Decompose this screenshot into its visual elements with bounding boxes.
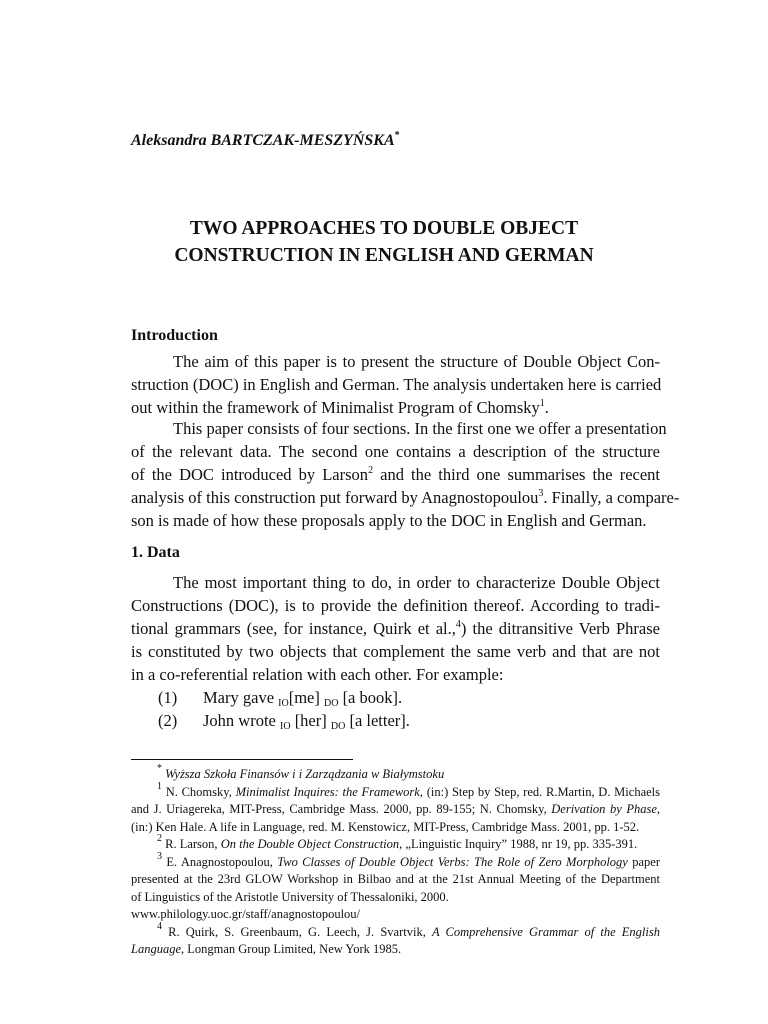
footnote-1-line-3: (in:) Ken Hale. A life in Language, red. M. Kenstowicz, MIT-Press, Cambridge Mass. 2001, pp. 1-52. [131, 819, 640, 834]
text-run: ) the ditransitive Verb Phrase [460, 619, 660, 638]
title-line-1: TWO APPROACHES TO DOUBLE OBJECT [189, 218, 579, 239]
footnote-text: R. Quirk, S. Greenbaum, G. Leech, J. Svartvik, [162, 924, 432, 939]
footnote-1 [131, 780, 661, 802]
section-heading-data: 1. Data [131, 544, 180, 561]
io-subscript: IO [280, 721, 291, 732]
io-subscript: IO [278, 698, 289, 709]
footnote-1-line-2 [131, 801, 660, 819]
section-heading-introduction: Introduction [131, 327, 218, 344]
example-2 [131, 709, 660, 732]
footnote-title: On the Double Object Construction [220, 837, 400, 851]
footnote-title: Derivation by Phase [551, 802, 657, 816]
footnote-ref-1: 1 [539, 398, 545, 409]
footnote-3-url: www.philology.uoc.gr/staff/anagnostopoulou/ [131, 907, 361, 921]
example-number: (2) [158, 711, 178, 730]
footnote-number: 1 [157, 780, 162, 792]
footnote-affiliation [131, 763, 660, 784]
text-line [131, 617, 660, 640]
text-line: in a co-referential relation with each other. For example: [131, 665, 504, 684]
text-line [131, 463, 660, 486]
footnote-3-line-2: presented at the 23rd GLOW Workshop in Bilbao and at the 21st Annual Meeting of the Department [131, 872, 660, 886]
text-line: son is made of how these proposals apply to the DOC in English and German. [131, 511, 647, 530]
footnote-separator [131, 759, 353, 760]
example-text: [a book]. [338, 688, 403, 707]
footnote-ref-3: 3 [538, 488, 544, 499]
example-1 [131, 686, 660, 709]
footnote-4 [131, 920, 660, 942]
text-line [131, 486, 680, 509]
footnote-2 [131, 833, 660, 854]
footnote-text: R. Larson, [162, 837, 221, 851]
footnote-text: , (in:) Step by Step, red. R.Martin, D. Michaels [419, 784, 661, 799]
footnote-3 [131, 850, 660, 872]
footnote-marker: * [157, 763, 162, 774]
intro-paragraph-2 [131, 417, 680, 532]
do-subscript: DO [323, 698, 339, 709]
title-line-2: CONSTRUCTION IN ENGLISH AND GERMAN [174, 245, 594, 266]
footnote-text: , Longman Group Limited, New York 1985. [181, 942, 402, 956]
author-footnote-marker: * [394, 130, 400, 141]
paper-title [90, 215, 678, 269]
do-subscript: DO [330, 721, 346, 732]
author-name-text: Aleksandra BARTCZAK-MESZYŃSKA [131, 132, 395, 149]
intro-paragraph-1 [131, 350, 660, 419]
footnote-text: Wyższa Szkoła Finansów i i Zarządzania w Białymstoku [165, 767, 445, 781]
example-number: (1) [158, 688, 178, 707]
footnote-number: 4 [157, 920, 162, 932]
footnote-3-line-3: of Linguistics of the Aristotle University of Thessaloniki, 2000. [131, 889, 449, 904]
footnotes [131, 763, 661, 959]
footnote-4-line-2 [131, 941, 660, 959]
footnote-text: , [656, 802, 660, 816]
example-text: [me] [288, 688, 324, 707]
footnote-title: Language [131, 942, 181, 956]
text-line: This paper consists of four sections. In the first one we offer a presentation [173, 419, 667, 438]
footnote-text: and J. Uriagereka, MIT-Press, Cambridge Mass. 2000, pp. 89-155; N. Chomsky, [131, 802, 552, 816]
text-line: Constructions (DOC), is to provide the definition thereof. According to tradi- [131, 596, 660, 615]
author-name [131, 132, 400, 150]
footnote-text: E. Anagnostopoulou, [162, 854, 278, 869]
footnote-text: N. Chomsky, [162, 784, 236, 799]
text-line: is constituted by two objects that complement the same verb and that are not [131, 642, 660, 661]
example-text: [her] [290, 711, 331, 730]
text-run: tional grammars (see, for instance, Quirk et al., [131, 619, 456, 638]
example-text: [a letter]. [345, 711, 410, 730]
text-run: of the DOC introduced by Larson [131, 465, 369, 484]
footnote-title: A Comprehensive Grammar of the English [431, 924, 660, 939]
text-line: The most important thing to do, in order to characterize Double Object [173, 573, 660, 592]
text-run: analysis of this construction put forward by Anagnostopoulou [131, 488, 539, 507]
text-line: struction (DOC) in English and German. The analysis undertaken here is carried [131, 375, 662, 394]
text-run: . [544, 398, 549, 417]
footnote-title: Minimalist Inquires: the Framework [235, 784, 420, 799]
text-run: and the third one summarises the recent [373, 465, 660, 484]
footnote-title: Two Classes of Double Object Verbs: The Role of Zero Morphology [277, 854, 628, 869]
text-run: out within the framework of Minimalist Program of Chomsky [131, 398, 540, 417]
data-paragraph [131, 571, 660, 732]
footnote-text: , „Linguistic Inquiry” 1988, nr 19, pp. 335-391. [399, 837, 638, 851]
footnote-number: 2 [157, 833, 162, 844]
text-line: of the relevant data. The second one contains a description of the structure [131, 442, 660, 461]
example-text: John wrote [203, 711, 280, 730]
footnote-ref-2: 2 [368, 465, 374, 476]
text-line [131, 396, 660, 419]
footnote-ref-4: 4 [455, 619, 461, 630]
footnote-number: 3 [157, 850, 162, 862]
footnote-text: paper [627, 854, 660, 869]
text-line: The aim of this paper is to present the structure of Double Object Con- [173, 352, 660, 371]
example-text: Mary gave [203, 688, 279, 707]
text-run: . Finally, a compare- [543, 488, 680, 507]
